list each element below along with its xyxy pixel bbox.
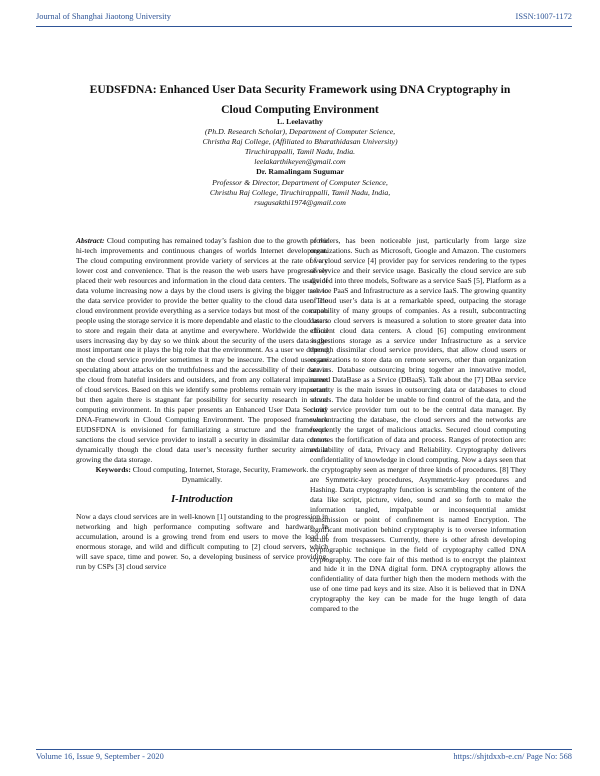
author-1-email: leelakarthikeyen@gmail.com bbox=[254, 157, 346, 167]
introduction-heading: I-Introduction bbox=[171, 493, 233, 505]
abstract-label: Abstract: bbox=[76, 236, 105, 245]
author-block bbox=[100, 117, 500, 208]
header-rule bbox=[36, 26, 572, 27]
right-column bbox=[310, 236, 526, 614]
url-page-number: https://shjtdxxb-e.cn/ Page No: 568 bbox=[453, 752, 572, 761]
journal-name: Journal of Shanghai Jiaotong University bbox=[36, 12, 171, 21]
author-1-affiliation-2: Christha Raj College, (Affiliated to Bharathidasan University) bbox=[202, 137, 398, 147]
abstract-text: Cloud computing has remained today’s fashion due to the growth of the hi-tech improvements and continuous changes of worlds Internet development. The cloud computing environment provide variety of services at the rate of very lower cost and convenience. That is the reason the web users have progressively placed their web resources and information in the cloud data centers. The usage of data volume increasing now a days by the cloud users is giving the bigger task to the data service provider to provide the better quality to the cloud data user. The cloud environment provide everything as a service todays but most of the common people using the storage service it is more dependable and elastic to the cloud users to store and regain their data at anytime and everywhere. Worldwide the cloud users increasing day by day so we think about the security of the users data is the most important one it plays the big role that the environment. As a user we depend on the cloud service provider sometimes it may be insecure. The cloud users are speculating about attacks on the truthfulness and the accessibility of their data in the cloud from hateful insiders and outsiders, and from any collateral impairment of cloud services. Based on this we identify some problems remain very important but then again there is stagnant far possibility for security research in cloud computing environment. In this paper presents an Enhanced User Data Security DNA-Framework in Cloud Computing Environment. The proposed framework EUDSFDNA is envisioned for familiarizing a structure and the framework sanctions the cloud service provider to install a security in dissimilar data centers dynamically though the cloud data user’s necessity further security aimed at growing the data storage. bbox=[76, 236, 328, 464]
author-2-email: rsugusakthi1974@gmail.com bbox=[254, 197, 346, 207]
left-column bbox=[76, 236, 328, 572]
title-line-1: EUDSFDNA: Enhanced User Data Security Framework using DNA Cryptography in bbox=[89, 83, 511, 96]
author-2-affiliation-2: Christhu Raj College, Tiruchirappalli, Tamil Nadu, India, bbox=[209, 187, 391, 197]
abstract bbox=[76, 236, 328, 465]
paper-title bbox=[60, 80, 540, 120]
keywords-label: Keywords: bbox=[95, 464, 131, 474]
keywords bbox=[76, 465, 328, 485]
issn: ISSN:1007-1172 bbox=[515, 12, 572, 21]
introduction-text: Now a days cloud services are in well-known [1] outstanding to the progression in networking and high performance computing software and hardware. In accumulation, around is a growing trend from end users to move the load of enormous storage, and wild and difficult computing to [2] cloud servers, which will save space, time and power. So, a developing business of service providing, run by CSPs [3] cloud service bbox=[76, 511, 328, 571]
author-1-affiliation-1: (Ph.D. Research Scholar), Department of Computer Science, bbox=[204, 127, 396, 137]
author-2-name: Dr. Ramalingam Sugumar bbox=[256, 167, 344, 177]
author-2-affiliation-1: Professor & Director, Department of Computer Science, bbox=[212, 177, 388, 187]
footer-rule bbox=[36, 749, 572, 750]
author-1-name: L. Leelavathy bbox=[277, 117, 323, 126]
right-column-text: providers, has been noticeable just, particularly from large size organizations. Such as Microsoft, Google and Amazon. The customers of a cloud service [4] provider pay for services rendering to the types of service and their service usage. Basically the cloud service are sub divided into three models, Software as a service SaaS [5], Platform as a service PaaS and Infrastructure as a service IaaS. The growing quantity of cloud user’s data is at a remarkable speed, outpacing the storage capability of many groups of companies. As a result, subcontracting data to cloud servers is measured a solution to store greater data into efficient cloud data centers. A cloud [6] computing environment suggestions storage as a service under Infrastructure as a service through dissimilar cloud service providers, that allow cloud users or organizations to store data on remote servers, other than organization servers. Database outsourcing bring together an innovative model, named DataBase as a Srvice (DBaaS). Talk about the [7] DBaa service security is the main issues in outsourcing data or databases to cloud servers. The data holder be unable to find control of the data, and the cloud service provider turn out to be the central data manager. By subcontracting the database, the cloud servers and the networks are frequently the target of malicious attacks. Secured cloud computing denotes the fortification of data and process. Ranges of protection are: availability of data, Privacy and Reliability. Cryptography delivers confidentiality of knowledge in cloud computing. Now a days seen that the cryptography seen as merger of three kinds of procedures. [8] They are Symmetric-key procedures, Asymmetric-key procedures and Hashing. Data cryptography function is scrambling the content of the data like script, picture, video, sound and so forth to make the information tangled, impalpable or inconsequential amidst transmission or point of confinement is named Encryption. The significant motivation behind cryptography is to oversee information secure from trespassers. Currently, there is other afresh developing cryptographic technique in the field of cryptography called DNA cryptography. The core fair of this method is to encrypt the plaintext and hide it in the DNA digital form. DNA cryptography allows the confidentiality of data further high then the modern methods with the use of one time pad keys and its size. Also it is believed that in DNA cryptography the key can be made for the huge length of data compared to the bbox=[310, 236, 526, 614]
volume-issue: Volume 16, Issue 9, September - 2020 bbox=[36, 752, 164, 761]
title-line-2: Cloud Computing Environment bbox=[221, 103, 379, 116]
author-1-affiliation-3: Tiruchirappalli, Tamil Nadu, India. bbox=[244, 147, 356, 157]
keywords-text: Cloud computing, Internet, Storage, Security, Framework. Dynamically. bbox=[130, 464, 309, 484]
